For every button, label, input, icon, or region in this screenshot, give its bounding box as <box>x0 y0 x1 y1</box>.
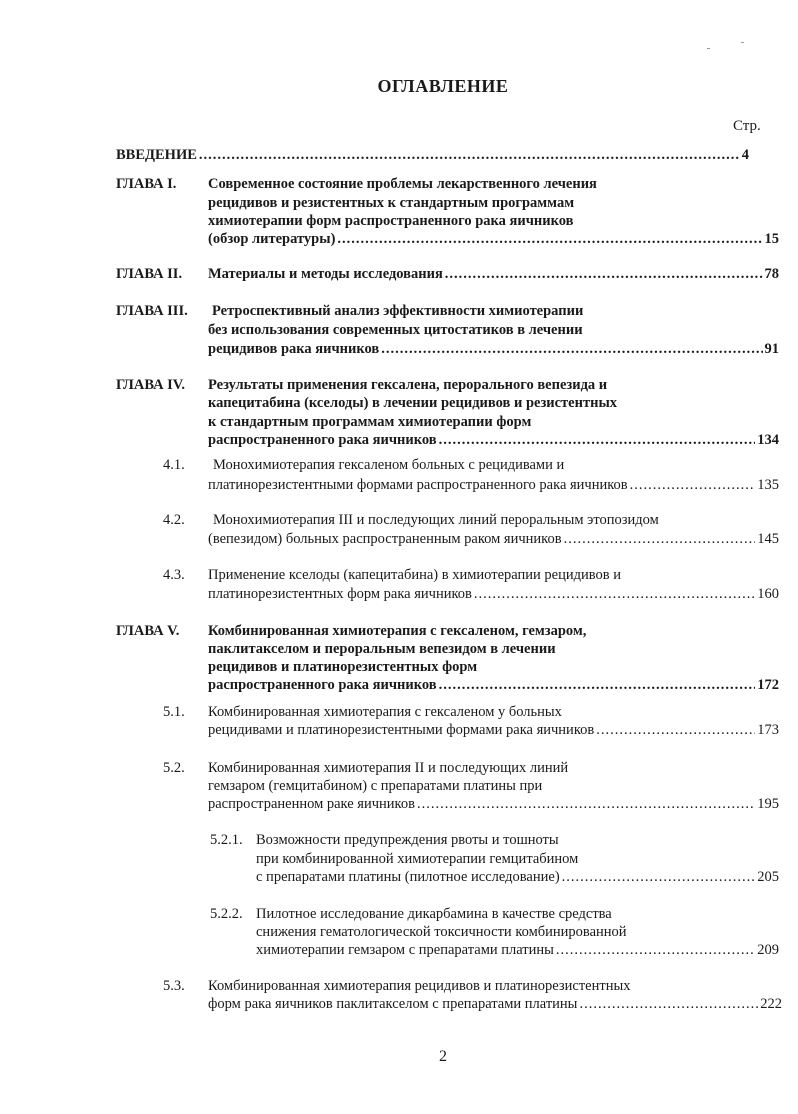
leader-dots <box>562 868 756 887</box>
entry-line: Применение кселоды (капецитабина) в химиотерапии рецидивов и <box>208 567 621 583</box>
leader-dots <box>337 230 762 249</box>
entry-page: 145 <box>757 531 779 547</box>
leader-dots <box>445 265 763 284</box>
entry-title: (обзор литературы) <box>208 231 336 247</box>
chapter-label: ГЛАВА V. <box>116 623 180 639</box>
entry-page: 195 <box>757 796 779 812</box>
page-title: ОГЛАВЛЕНИЕ <box>377 76 509 96</box>
toc-entry-section-4-2[interactable] <box>208 530 779 549</box>
entry-title: форм рака яичников паклитакселом с препаратами платины <box>208 996 578 1012</box>
entry-page: 222 <box>760 996 782 1012</box>
entry-title: химиотерапии гемзаром с препаратами платины <box>256 942 554 958</box>
entry-page: 134 <box>757 432 779 448</box>
leader-dots <box>579 995 758 1014</box>
entry-line: Монохимиотерапия III и последующих линий пероральным этопозидом <box>213 512 659 528</box>
section-label: 5.2. <box>163 760 185 776</box>
entry-line: Комбинированная химиотерапия с гексаленом, гемзаром, <box>208 623 587 639</box>
leader-dots <box>556 941 755 960</box>
entry-title: распространенного рака яичников <box>208 432 437 448</box>
entry-line: к стандартным программам химиотерапии форм <box>208 414 532 430</box>
toc-entry-intro[interactable] <box>116 146 749 165</box>
entry-title: (вепезидом) больных распространенным раком яичников <box>208 531 562 547</box>
entry-line: капецитабина (кселоды) в лечении рецидивов и резистентных <box>208 395 618 411</box>
leader-dots <box>564 530 756 549</box>
toc-entry-chapter-3[interactable] <box>208 340 779 359</box>
entry-title: платинорезистентных форм рака яичников <box>208 586 472 602</box>
page-column-label: Стр. <box>733 118 761 134</box>
leader-dots <box>439 676 756 695</box>
entry-title: с препаратами платины (пилотное исследование) <box>256 869 560 885</box>
toc-entry-chapter-4[interactable] <box>208 431 779 450</box>
leader-dots <box>630 476 756 495</box>
toc-entry-section-5-2-2[interactable] <box>256 941 779 960</box>
toc-entry-chapter-2[interactable] <box>208 265 779 284</box>
entry-title: ВВЕДЕНИЕ <box>116 147 197 163</box>
entry-page: 209 <box>757 942 779 958</box>
toc-entry-section-5-2[interactable] <box>208 795 779 814</box>
chapter-label: ГЛАВА III. <box>116 303 188 319</box>
entry-line: рецидивов и резистентных к стандартным программам <box>208 195 575 211</box>
entry-title: распространенного рака яичников <box>208 677 437 693</box>
entry-line: Возможности предупреждения рвоты и тошноты <box>256 832 559 848</box>
leader-dots <box>596 721 755 740</box>
entry-page: 91 <box>764 341 779 357</box>
toc-entry-chapter-5[interactable] <box>208 676 779 695</box>
toc-entry-section-5-3[interactable] <box>208 995 782 1014</box>
section-label: 4.1. <box>163 457 185 473</box>
entry-line: Комбинированная химиотерапия II и последующих линий <box>208 760 569 776</box>
entry-line: Современное состояние проблемы лекарственного лечения <box>208 176 597 192</box>
chapter-label: ГЛАВА II. <box>116 266 183 282</box>
entry-line: снижения гематологической токсичности комбинированной <box>256 924 627 940</box>
section-label: 5.1. <box>163 704 185 720</box>
entry-page: 15 <box>764 231 779 247</box>
toc-entry-section-4-1[interactable] <box>208 476 779 495</box>
entry-page: 135 <box>757 477 779 493</box>
toc-entry-section-4-3[interactable] <box>208 585 779 604</box>
chapter-label: ГЛАВА IV. <box>116 377 186 393</box>
entry-line: рецидивов и платинорезистентных форм <box>208 659 478 675</box>
toc-entry-section-5-2-1[interactable] <box>256 868 779 887</box>
entry-title: распространенном раке яичников <box>208 796 415 812</box>
entry-line: Комбинированная химиотерапия с гексаленом у больных <box>208 704 562 720</box>
leader-dots <box>439 431 756 450</box>
entry-line: химиотерапии форм распространенного рака яичников <box>208 213 574 229</box>
section-label: 4.3. <box>163 567 185 583</box>
entry-title: платинорезистентными формами распространенного рака яичников <box>208 477 628 493</box>
entry-page: 173 <box>757 722 779 738</box>
entry-line: Ретроспективный анализ эффективности химиотерапии <box>212 303 584 319</box>
entry-title: рецидивов рака яичников <box>208 341 380 357</box>
entry-line: Монохимиотерапия гексаленом больных с рецидивами и <box>213 457 565 473</box>
entry-line: паклитакселом и пероральным вепезидом в лечении <box>208 641 556 657</box>
entry-page: 205 <box>757 869 779 885</box>
entry-line: Комбинированная химиотерапия рецидивов и платинорезистентных <box>208 978 631 994</box>
subsection-label: 5.2.2. <box>210 906 243 922</box>
entry-page: 172 <box>757 677 779 693</box>
entry-line: гемзаром (гемцитабином) с препаратами платины при <box>208 778 543 794</box>
page-number: 2 <box>439 1048 447 1065</box>
entry-page: 160 <box>757 586 779 602</box>
entry-line: Пилотное исследование дикарбамина в качестве средства <box>256 906 612 922</box>
entry-title: рецидивами и платинорезистентными формами рака яичников <box>208 722 595 738</box>
toc-entry-section-5-1[interactable] <box>208 721 779 740</box>
entry-page: 4 <box>741 147 749 163</box>
scan-speck <box>707 48 710 49</box>
toc-entry-chapter-1[interactable] <box>208 230 779 249</box>
entry-title: Материалы и методы исследования <box>208 266 443 282</box>
leader-dots <box>381 340 762 359</box>
entry-line: при комбинированной химиотерапии гемцитабином <box>256 851 579 867</box>
entry-line: без использования современных цитостатиков в лечении <box>208 322 583 338</box>
leader-dots <box>199 146 740 165</box>
subsection-label: 5.2.1. <box>210 832 243 848</box>
leader-dots <box>417 795 755 814</box>
section-label: 5.3. <box>163 978 185 994</box>
leader-dots <box>474 585 755 604</box>
entry-line: Результаты применения гексалена, перорального вепезида и <box>208 377 608 393</box>
section-label: 4.2. <box>163 512 185 528</box>
entry-page: 78 <box>764 266 779 282</box>
chapter-label: ГЛАВА I. <box>116 176 177 192</box>
scan-speck <box>741 42 744 43</box>
